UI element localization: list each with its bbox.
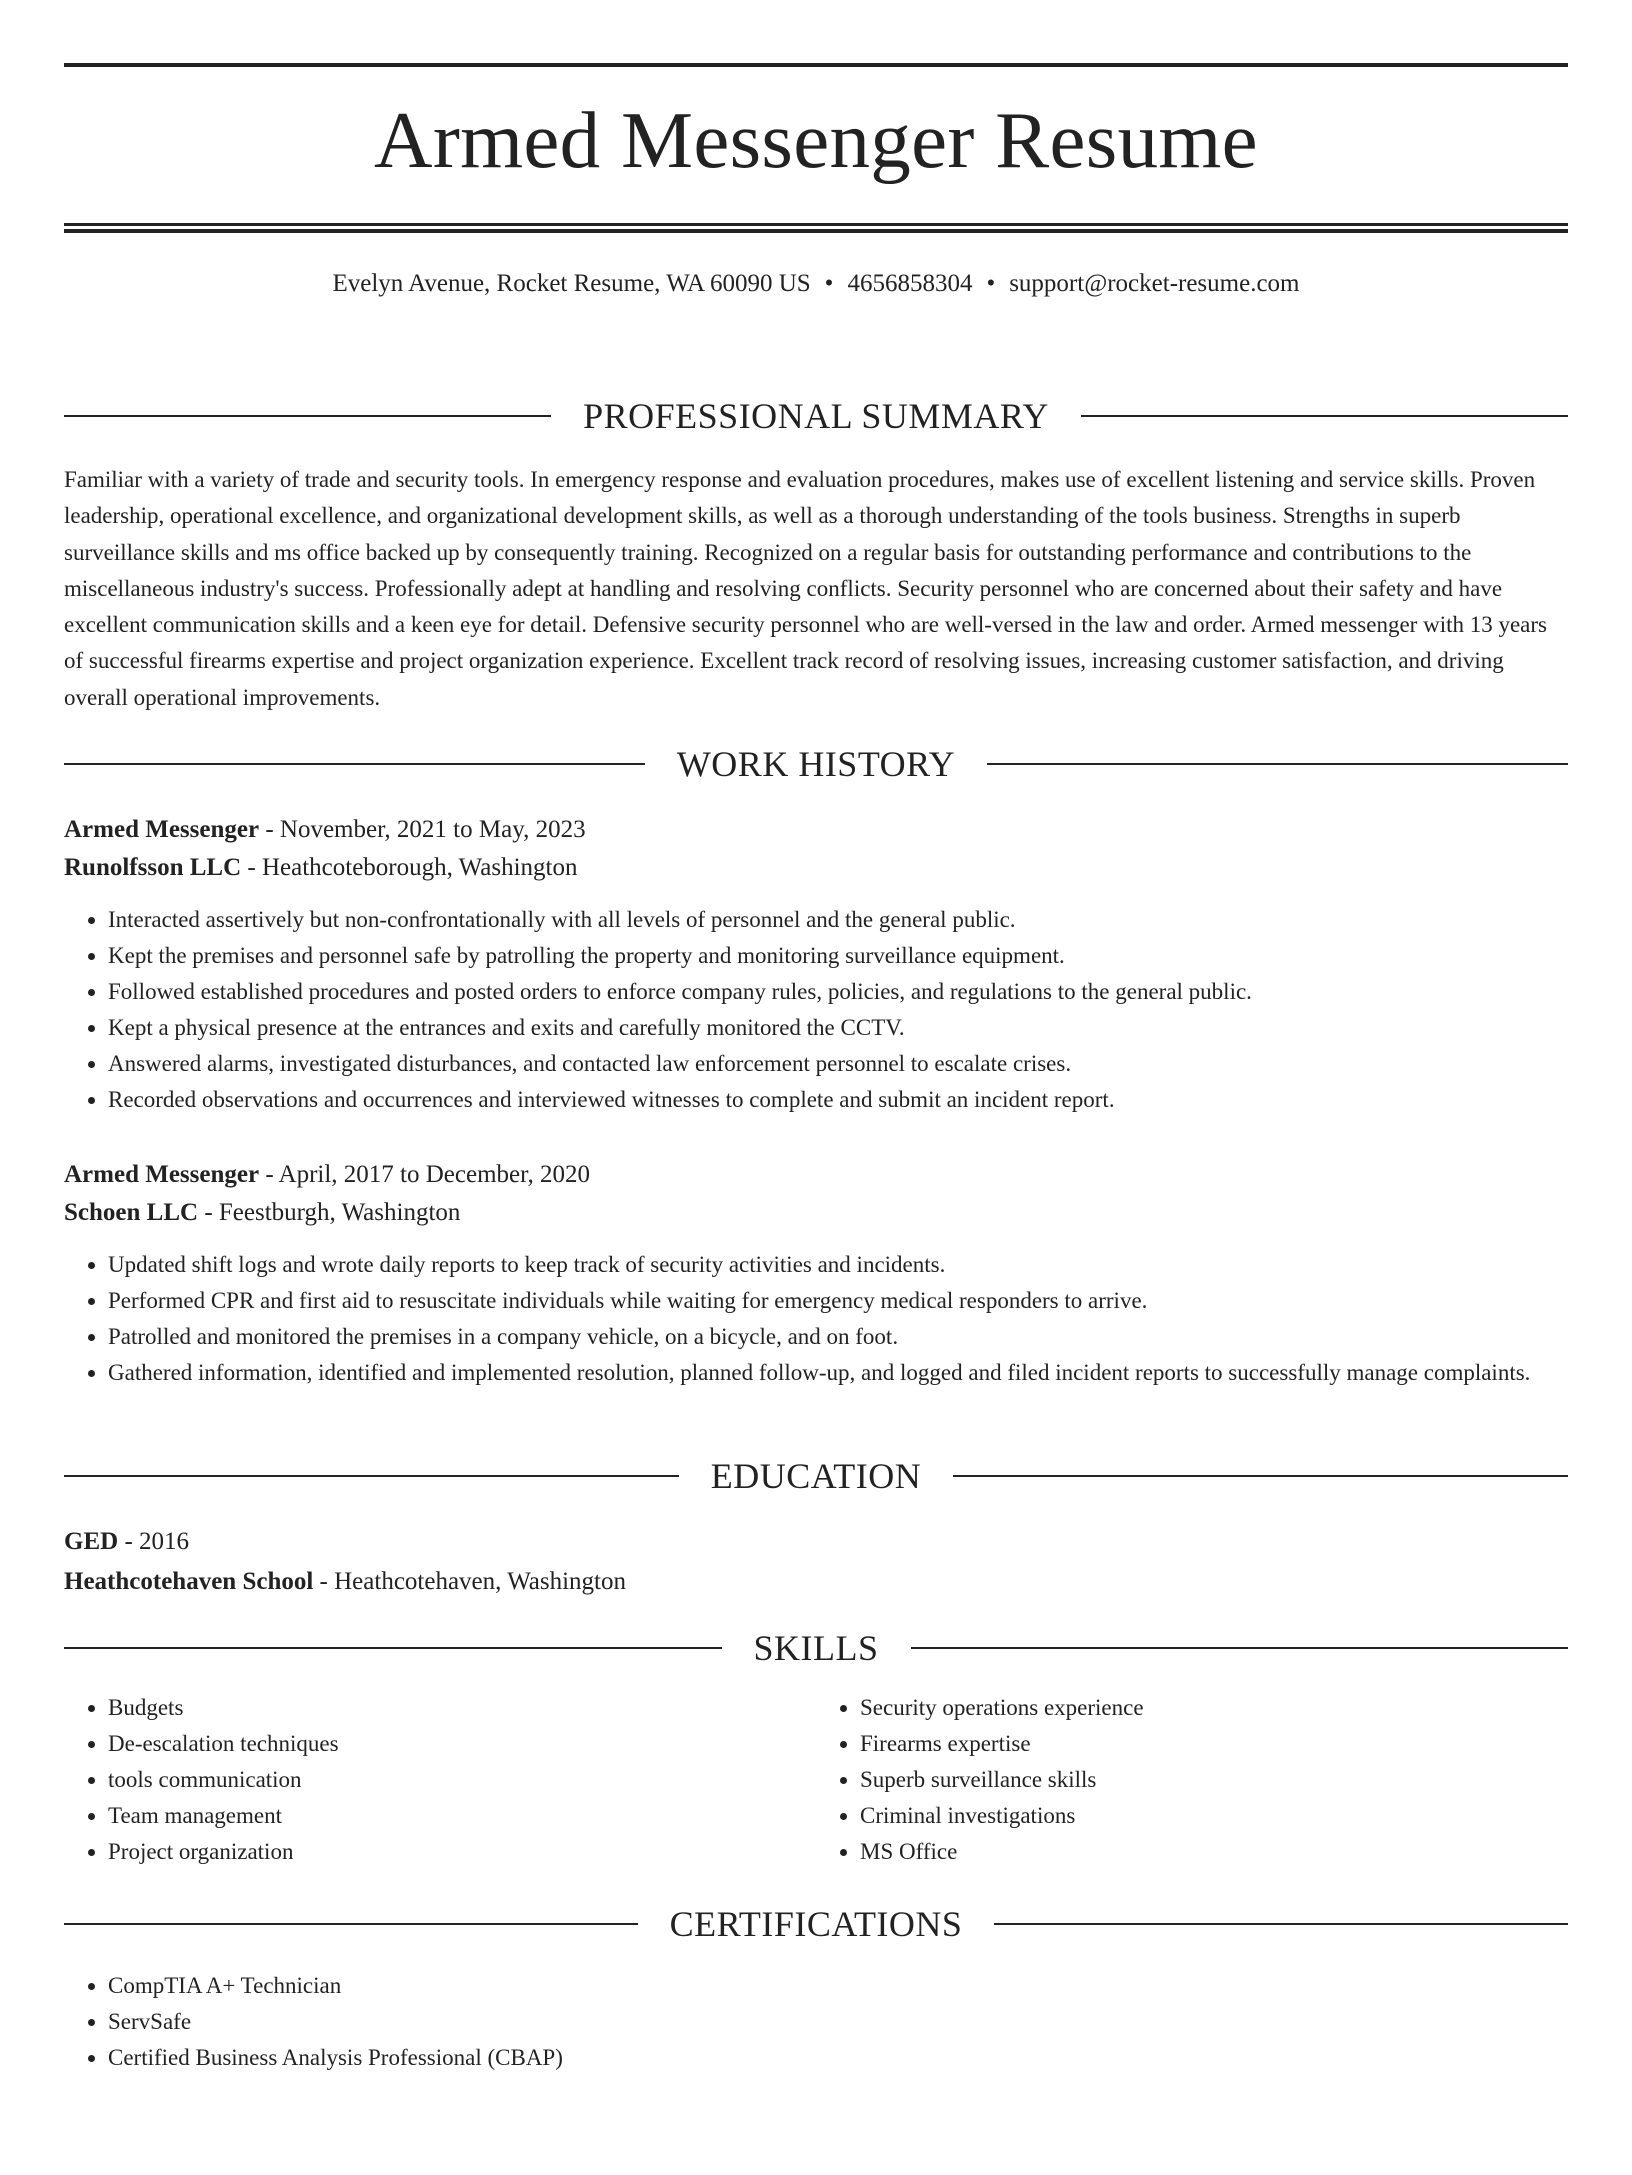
contact-separator: • bbox=[986, 270, 996, 297]
job-company-line bbox=[64, 1194, 1568, 1232]
job-title-line bbox=[64, 811, 1568, 849]
section-title-summary: PROFESSIONAL SUMMARY bbox=[583, 396, 1049, 436]
resume-page bbox=[0, 63, 1632, 2175]
list-item: • Superb surveillance skills bbox=[860, 1762, 1568, 1798]
contact-line bbox=[64, 269, 1568, 299]
list-item: • Firearms expertise bbox=[860, 1726, 1568, 1762]
list-item: • ServSafe bbox=[108, 2004, 1568, 2040]
skills-list-right bbox=[816, 1690, 1568, 1870]
list-item: • De-escalation techniques bbox=[108, 1726, 816, 1762]
section-heading-certifications bbox=[64, 1904, 1568, 1944]
job-company-line bbox=[64, 849, 1568, 887]
top-rule bbox=[64, 63, 1568, 67]
job-bullet-list bbox=[64, 902, 1568, 1118]
skills-grid bbox=[64, 1690, 1568, 1870]
job-bullet-list bbox=[64, 1247, 1568, 1391]
heading-rule-left bbox=[64, 1647, 722, 1649]
section-heading-work bbox=[64, 744, 1568, 784]
skills-list-left bbox=[64, 1690, 816, 1870]
resume-title: Armed Messenger Resume bbox=[374, 95, 1258, 185]
list-item: • Interacted assertively but non-confrontationally with all levels of personnel and the general public. bbox=[108, 902, 1568, 938]
section-heading-education bbox=[64, 1456, 1568, 1496]
heading-rule-left bbox=[64, 1475, 679, 1477]
job-company: Schoen LLC bbox=[64, 1199, 199, 1226]
list-item: • Recorded observations and occurrences and interviewed witnesses to complete and submit an incident report. bbox=[108, 1082, 1568, 1118]
list-item: • Kept the premises and personnel safe by patrolling the property and monitoring surveillance equipment. bbox=[108, 938, 1568, 974]
contact-email: support@rocket-resume.com bbox=[1009, 270, 1300, 297]
list-item: • MS Office bbox=[860, 1834, 1568, 1870]
list-item: • Performed CPR and first aid to resuscitate individuals while waiting for emergency medical responders to arrive. bbox=[108, 1283, 1568, 1319]
job-location: - Feestburgh, Washington bbox=[198, 1199, 461, 1226]
contact-address: Evelyn Avenue, Rocket Resume, WA 60090 US bbox=[332, 270, 811, 297]
certifications-list bbox=[64, 1968, 1568, 2076]
job-title: Armed Messenger bbox=[64, 816, 260, 843]
heading-rule-right bbox=[1081, 415, 1568, 417]
heading-rule-right bbox=[987, 763, 1568, 765]
list-item: • Patrolled and monitored the premises in a company vehicle, on a bicycle, and on foot. bbox=[108, 1319, 1568, 1355]
list-item: • Budgets bbox=[108, 1690, 816, 1726]
list-item: • Project organization bbox=[108, 1834, 816, 1870]
section-title-education: EDUCATION bbox=[710, 1456, 922, 1496]
list-item: • Security operations experience bbox=[860, 1690, 1568, 1726]
list-item: • Criminal investigations bbox=[860, 1798, 1568, 1834]
job-dates: - November, 2021 to May, 2023 bbox=[259, 816, 586, 843]
heading-rule-left bbox=[64, 763, 645, 765]
title-double-rule bbox=[64, 223, 1568, 233]
job-company: Runolfsson LLC bbox=[64, 854, 242, 881]
list-item: • Gathered information, identified and implemented resolution, planned follow-up, and logged and filed incident reports to successfully manage complaints. bbox=[108, 1355, 1568, 1391]
list-item: • Team management bbox=[108, 1798, 816, 1834]
job-title: Armed Messenger bbox=[64, 1161, 260, 1188]
list-item: • Certified Business Analysis Professional (CBAP) bbox=[108, 2040, 1568, 2076]
list-item: • tools communication bbox=[108, 1762, 816, 1798]
education-school: Heathcotehaven School bbox=[64, 1568, 314, 1595]
job-entry bbox=[64, 811, 1568, 1118]
contact-phone: 4656858304 bbox=[847, 270, 973, 297]
job-location: - Heathcoteborough, Washington bbox=[241, 854, 578, 881]
job-dates: - April, 2017 to December, 2020 bbox=[259, 1161, 590, 1188]
section-heading-skills bbox=[64, 1628, 1568, 1668]
list-item: • CompTIA A+ Technician bbox=[108, 1968, 1568, 2004]
heading-rule-right bbox=[994, 1923, 1568, 1925]
section-heading-summary bbox=[64, 396, 1568, 436]
list-item: • Followed established procedures and posted orders to enforce company rules, policies, and regulations to the general public. bbox=[108, 974, 1568, 1010]
section-title-work: WORK HISTORY bbox=[676, 744, 956, 784]
education-year: - 2016 bbox=[118, 1528, 190, 1555]
heading-rule-right bbox=[953, 1475, 1568, 1477]
job-entry bbox=[64, 1156, 1568, 1391]
contact-separator: • bbox=[824, 270, 834, 297]
job-title-line bbox=[64, 1156, 1568, 1194]
section-title-skills: SKILLS bbox=[753, 1628, 879, 1668]
list-item: • Answered alarms, investigated disturbances, and contacted law enforcement personnel to escalate crises. bbox=[108, 1046, 1568, 1082]
education-location: - Heathcotehaven, Washington bbox=[313, 1568, 627, 1595]
section-title-certifications: CERTIFICATIONS bbox=[669, 1904, 963, 1944]
education-degree-line bbox=[64, 1522, 1568, 1562]
list-item: • Kept a physical presence at the entrances and exits and carefully monitored the CCTV. bbox=[108, 1010, 1568, 1046]
list-item: • Updated shift logs and wrote daily reports to keep track of security activities and incidents. bbox=[108, 1247, 1568, 1283]
heading-rule-left bbox=[64, 415, 551, 417]
summary-paragraph: Familiar with a variety of trade and security tools. In emergency response and evaluation procedures, makes use of excellent listening and service skills. Proven leadership, operational excellence, and organizational development skills, as well as a thorough understanding of the tools business. Strengths in superb surveillance skills and ms office backed up by consequently training. Recognized on a regular basis for outstanding performance and contributions to the miscellaneous industry's success. Professionally adept at handling and resolving conflicts. Security personnel who are concerned about their safety and have excellent communication skills and a keen eye for detail. Defensive security personnel who are well-versed in the law and order. Armed messenger with 13 years of successful firearms expertise and project organization experience. Excellent track record of resolving issues, increasing customer satisfaction, and driving overall operational improvements. bbox=[64, 467, 1547, 710]
education-degree: GED bbox=[64, 1528, 119, 1555]
heading-rule-right bbox=[911, 1647, 1569, 1649]
education-entry bbox=[64, 1522, 1568, 1602]
heading-rule-left bbox=[64, 1923, 638, 1925]
education-school-line bbox=[64, 1562, 1568, 1602]
